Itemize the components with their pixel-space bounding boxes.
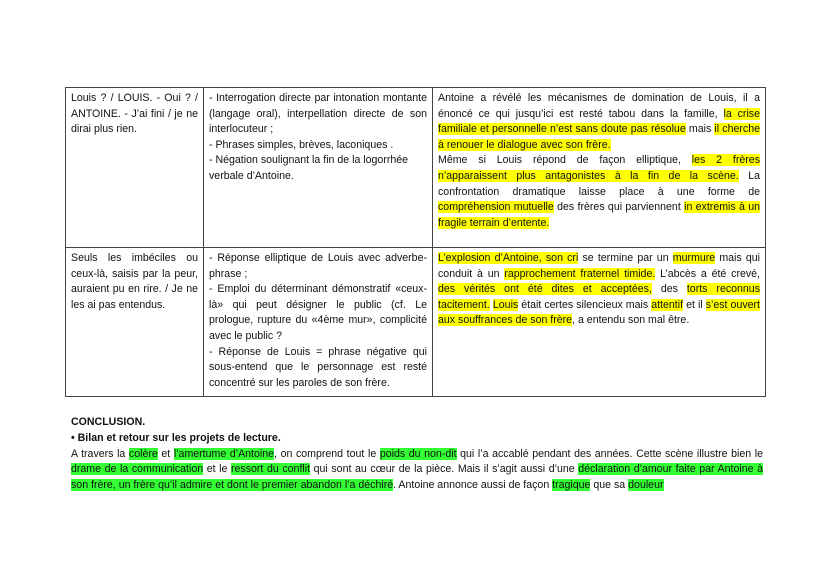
conclusion-title: CONCLUSION. bbox=[71, 416, 146, 428]
highlight-yellow: rapprochement fraternel timide. bbox=[504, 267, 656, 280]
quote-cell bbox=[66, 88, 204, 248]
highlight-yellow: L’explosion d’Antoine, son cri bbox=[438, 252, 579, 264]
conclusion-paragraph bbox=[71, 447, 763, 494]
interpretation-text: mais qui conduit à un bbox=[438, 252, 760, 280]
highlight-yellow: les 2 frères n’apparaissent plus antagonistes à la fin de la scène. bbox=[438, 154, 760, 182]
quote-text: Louis ? / LOUIS. - Oui ? / ANTOINE. - J’ai fini / je ne dirai plus rien. bbox=[71, 92, 198, 136]
highlight-yellow: murmure bbox=[672, 252, 716, 264]
highlight-yellow: des vérités ont été dites et acceptées, bbox=[438, 283, 652, 296]
interpretation-text: et il bbox=[683, 298, 706, 311]
highlight-yellow: attentif bbox=[651, 298, 684, 311]
interpretation-text: Antoine a révélé les mécanismes de domination de Louis, il a énoncé ce qui jusqu’ici est resté tabou dans la famille, bbox=[438, 92, 760, 120]
interpretation-text: mais bbox=[685, 123, 715, 136]
conclusion-subtitle: • Bilan et retour sur les projets de lecture. bbox=[71, 431, 281, 444]
interpretation-text: se termine par un bbox=[578, 252, 673, 264]
procedure-item: - Phrases simples, brèves, laconiques . bbox=[209, 138, 394, 151]
highlight-yellow: s’est ouvert aux souffrances de son frère bbox=[438, 298, 760, 327]
interpretation-text: des frères qui parviennent bbox=[553, 201, 685, 214]
highlight-green: tragique bbox=[552, 479, 591, 492]
highlight-green: colère bbox=[128, 447, 158, 460]
interpretation-text: , a entendu son mal être. bbox=[572, 314, 690, 327]
quote-cell bbox=[66, 248, 204, 397]
highlight-yellow: compréhension mutuelle bbox=[438, 201, 554, 214]
conclusion-text: et bbox=[157, 447, 174, 460]
interpretation-text: La confrontation dramatique laisse place à une forme de bbox=[438, 169, 761, 198]
analysis-table bbox=[65, 87, 766, 397]
conclusion-text: et le bbox=[203, 463, 231, 476]
conclusion-text: , on comprend tout le bbox=[274, 447, 380, 460]
procedure-item: - Réponse elliptique de Louis avec adverbe-phrase ; bbox=[209, 252, 427, 280]
procedure-item: - Réponse de Louis = phrase négative qui sous-entend que le personnage est resté concentré sur les paroles de son frère. bbox=[209, 345, 427, 389]
highlight-green: ressort du conflit bbox=[231, 463, 311, 476]
table-row bbox=[66, 248, 766, 397]
interpretation-cell bbox=[433, 88, 766, 248]
procedure-item: - Emploi du déterminant démonstratif «ceux-là» qui peut désigner le public (cf. Le prologue, rupture du «4ème mur», complicité avec le public ? bbox=[209, 283, 427, 342]
interpretation-text: Même si Louis répond de façon elliptique, bbox=[438, 154, 692, 167]
highlight-yellow: Louis bbox=[492, 298, 519, 311]
highlight-green: déclaration d’amour faite par Antoine à son frère, un frère qu’il admire et dont le premier abandon l’a déchiré bbox=[71, 463, 763, 492]
highlight-green: douleur bbox=[628, 479, 664, 492]
conclusion-text: qui l’a accablé pendant des années. Cette scène illustre bien le bbox=[456, 447, 763, 460]
highlight-yellow: la crise familiale et personnelle n’est sans doute pas résolue bbox=[438, 107, 760, 136]
highlight-yellow: il cherche à renouer le dialogue avec son frère. bbox=[438, 123, 760, 151]
procedures-cell bbox=[204, 248, 433, 397]
conclusion-text: que sa bbox=[590, 479, 629, 492]
interpretation-text: était certes silencieux mais bbox=[518, 298, 652, 311]
conclusion-text: A travers la bbox=[71, 447, 129, 460]
procedure-item: - Interrogation directe par intonation montante (langage oral), interpellation directe de son interlocuteur ; bbox=[209, 92, 427, 136]
highlight-yellow: in extremis à un fragile terrain d’entente. bbox=[438, 201, 761, 229]
procedures-cell bbox=[204, 88, 433, 248]
highlight-green: poids du non-dit bbox=[379, 447, 457, 460]
highlight-green: drame de la communication bbox=[71, 463, 204, 476]
procedure-item: - Négation soulignant la fin de la logorrhée verbale d’Antoine. bbox=[209, 154, 409, 182]
conclusion-text: . Antoine annonce aussi de façon bbox=[393, 479, 553, 492]
highlight-yellow: torts reconnus tacitement. bbox=[438, 283, 760, 311]
quote-text: Seuls les imbéciles ou ceux-là, saisis par la peur, auraient pu en rire. / Je ne les ai pas entendus. bbox=[71, 252, 198, 311]
interpretation-text: L’abcès a été crevé, bbox=[655, 267, 760, 280]
conclusion-text: qui sont au cœur de la pièce. Mais il s’agit aussi d’une bbox=[310, 463, 579, 476]
conclusion-section bbox=[71, 415, 763, 494]
interpretation-cell bbox=[433, 248, 766, 397]
highlight-green: l’amertume d’Antoine bbox=[173, 447, 275, 460]
interpretation-text: des bbox=[651, 283, 687, 296]
table-row bbox=[66, 88, 766, 248]
